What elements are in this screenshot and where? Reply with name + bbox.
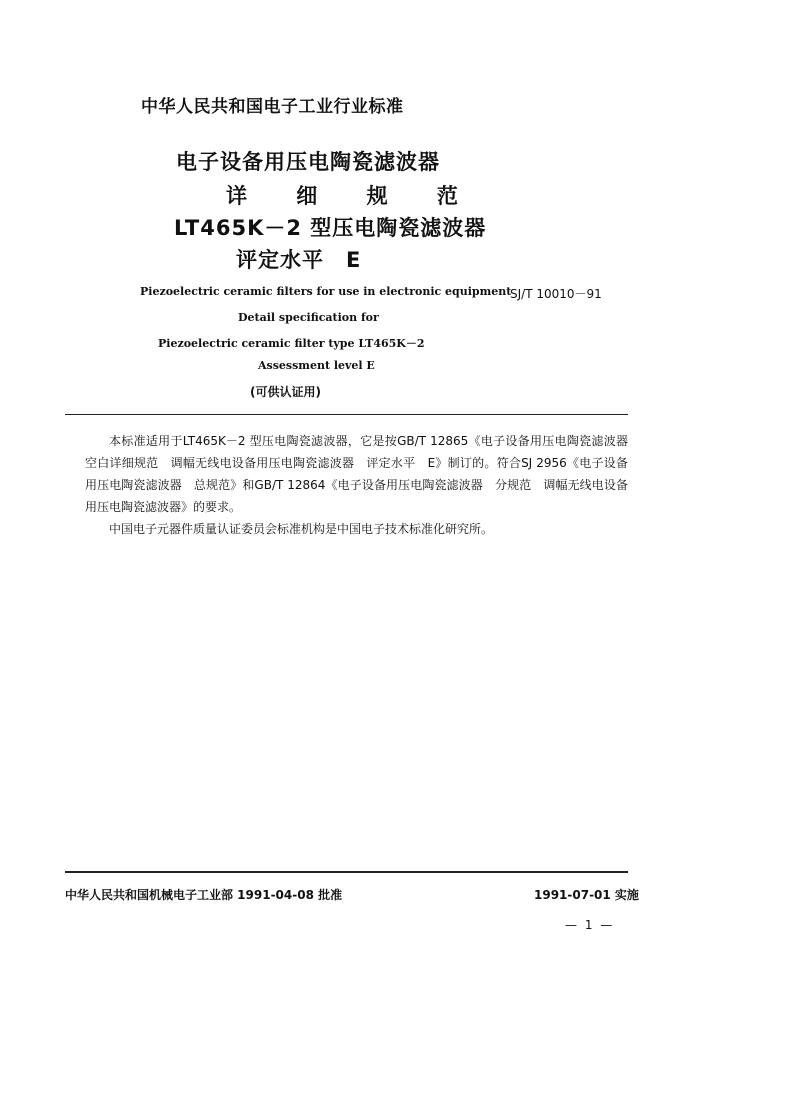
body-paragraph-2: 中国电子元器件质量认证委员会标准机构是中国电子技术标准化研究所。 [109,522,494,536]
footer-divider [65,871,628,873]
body-text [85,430,641,540]
title-cn-line3: LT465K－2 型压电陶瓷滤波器 [174,216,487,240]
page-number: — 1 — [565,918,615,932]
title-en-line4: Assessment level E [258,359,375,372]
usage-note: (可供认证用) [250,385,321,399]
body-paragraph-1: 本标准适用于LT465K－2 型压电陶瓷滤波器，它是按GB/T 12865《电子设备用压电陶瓷滤波器 空白详细规范 调幅无线电设备用压电陶瓷滤波器 评定水平 E》制订的。符合SJ 2956《电子设备用压电陶瓷滤波器 总规范》和GB/T 12864《电子设备用压电陶瓷滤波器 分规范 调幅无线电设备用压电陶瓷滤波器》的要求。 [85,434,641,514]
standard-code: SJ/T 10010－91 [510,287,602,301]
title-en-line2: Detail specification for [238,311,379,324]
approval-line: 中华人民共和国机械电子工业部 1991-04-08 批准 [65,888,343,902]
top-divider [65,414,628,415]
title-cn-line4: 评定水平 E [236,248,362,272]
implementation-date: 1991-07-01 实施 [534,888,639,902]
title-en-line1: Piezoelectric ceramic filters for use in electronic equipment [140,285,512,298]
title-en-line3: Piezoelectric ceramic filter type LT465K－2 [158,337,425,350]
industry-standard-heading: 中华人民共和国电子工业行业标准 [141,97,404,117]
title-cn-line2: 详 细 规 范 [226,184,472,208]
title-cn-line1: 电子设备用压电陶瓷滤波器 [176,150,440,174]
